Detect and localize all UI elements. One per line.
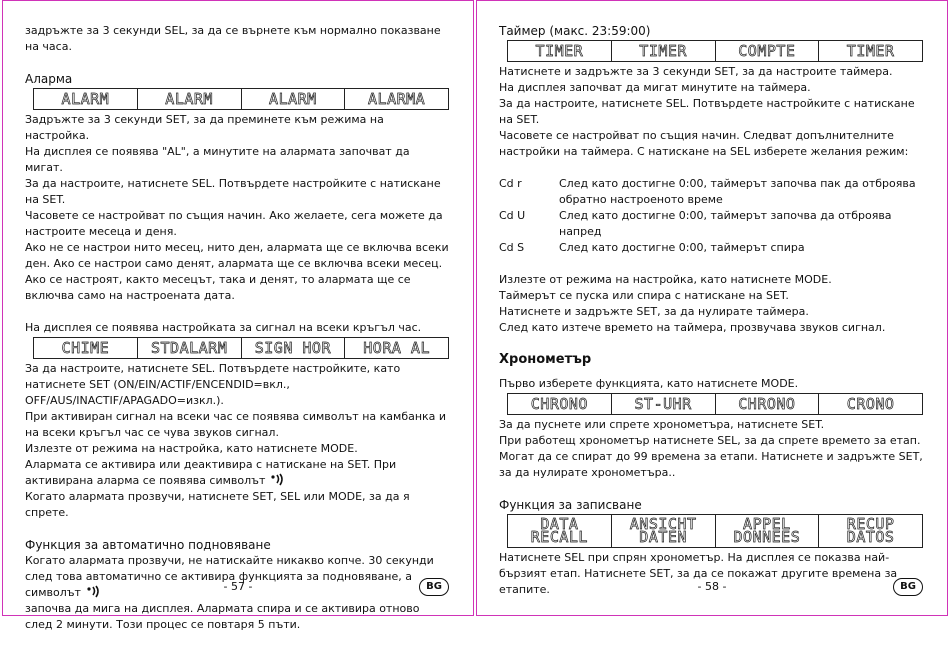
lcd-line: DATEN — [639, 528, 687, 546]
chime-lcd-display — [33, 337, 449, 359]
left-footer — [3, 578, 473, 596]
page-number: - 57 - — [223, 580, 253, 593]
timer-mode-row — [499, 176, 923, 208]
lcd-line: DONNEES — [733, 528, 801, 546]
mode-key: Cd S — [499, 241, 525, 254]
timer-paragraph: След като изтече времето на таймера, прозвучава звуков сигнал. — [499, 321, 886, 334]
alarm-paragraph: Задръжте за 3 секунди SET, за да преминете към режима на настройка. — [25, 113, 384, 142]
lcd-cell: ST-UHR — [612, 394, 716, 414]
chrono-heading: Хронометър — [499, 352, 592, 367]
lcd-cell: CRONO — [846, 394, 895, 413]
lcd-cell: CHRONO — [508, 394, 612, 414]
mode-description: След като достигне 0:00, таймерът започва да отброява напред — [559, 209, 892, 238]
timer-mode-row — [499, 240, 923, 256]
recall-lcd-display — [507, 514, 923, 548]
timer-lcd-display — [507, 40, 923, 62]
lcd-cell: TIMER — [846, 41, 895, 60]
alarm-signal-icon — [269, 473, 285, 489]
recall-heading: Функция за записване — [499, 498, 642, 512]
mode-description: След като достигне 0:00, таймерът спира — [559, 241, 805, 254]
lcd-cell — [819, 515, 922, 547]
language-badge: BG — [893, 578, 923, 596]
chrono-paragraph: За да пуснете или спрете хронометъра, натиснете SET. — [499, 418, 825, 431]
chime-intro: На дисплея се появява настройката за сигнал на всеки кръгъл час. — [25, 321, 422, 334]
language-badge: BG — [419, 578, 449, 596]
alarm-paragraph: Часовете се настройват по същия начин. Ако желаете, сега можете да настроите месеца и деня. — [25, 209, 443, 238]
chime-paragraph: Излезте от режима на настройка, като натиснете MODE. — [25, 442, 358, 455]
lcd-cell: COMPTE — [716, 41, 820, 61]
alarm-lcd-display — [33, 88, 449, 110]
right-page — [476, 0, 948, 616]
alarm-paragraph: Ако не се настрои нито месец, нито ден, алармата ще се включва всеки ден. Ако се настрои само денят, алармата ще се включва всеки месец. Ако се настроят, както месецът, така и денят, то алармата ще се включва само на настроената дата. — [25, 241, 449, 302]
intro-text: задръжте за 3 секунди SEL, за да се върнете към нормално показване на часа. — [25, 24, 441, 53]
mode-key: Cd r — [499, 177, 522, 190]
chime-paragraph: За да настроите, натиснете SEL. Потвърдете настройките, като натиснете SET (ON/EIN/ACTIF/ENCENDID=вкл., OFF/AUS/INACTIF/APAGADO=изкл.). — [25, 362, 401, 407]
lcd-cell: SIGN HOR — [242, 338, 346, 358]
lcd-cell: CHRONO — [716, 394, 820, 414]
chrono-lcd-display — [507, 393, 923, 415]
timer-paragraph: Таймерът се пуска или спира с натискане на SET. — [499, 289, 789, 302]
right-footer — [477, 578, 947, 596]
mode-description: След като достигне 0:00, таймерът започва пак да отброява обратно настроеното време — [559, 177, 916, 206]
lcd-cell — [612, 515, 716, 547]
timer-paragraph: Натиснете и задръжте SET, за да нулирате таймера. — [499, 305, 809, 318]
lcd-cell: HORA AL — [363, 338, 430, 357]
lcd-line: APPEL — [743, 515, 791, 533]
chrono-paragraph: При работещ хронометър натиснете SEL, за да спрете времето за етап. — [499, 434, 921, 447]
snooze-paragraph-text: Когато алармата прозвучи, не натискайте никакво копче. 30 секунди след това автоматично се активира функцията за подновяване, а символът — [25, 554, 434, 599]
lcd-cell: CHIME — [34, 338, 138, 358]
alarm-heading: Аларма — [25, 72, 73, 86]
lcd-cell — [716, 515, 820, 547]
snooze-heading: Функция за автоматично подновяване — [25, 538, 271, 552]
timer-mode-row — [499, 208, 923, 240]
alarm-paragraph: На дисплея се появява "AL", а минутите на алармата започват да мигат. — [25, 145, 410, 174]
timer-paragraph: Натиснете и задръжте за 3 секунди SET, за да настроите таймера. — [499, 65, 893, 78]
lcd-line: DATA — [540, 515, 579, 533]
lcd-cell — [508, 515, 612, 547]
snooze-paragraph: започва да мига на дисплея. Алармата спира и се активира отново след 2 минути. Този процес се повтаря 5 пъти. — [25, 602, 420, 631]
chime-paragraph: При активиран сигнал на всеки час се появява символът на камбанка и на всеки кръгъл час се чува звуков сигнал. — [25, 410, 447, 439]
mode-key: Cd U — [499, 209, 526, 222]
chime-paragraph: Когато алармата прозвучи, натиснете SET, SEL или MODE, за да я спрете. — [25, 490, 410, 519]
timer-paragraph: На дисплея започват да мигат минутите на таймера. — [499, 81, 811, 94]
lcd-line: RECUP — [846, 515, 895, 533]
lcd-cell: ALARM — [242, 89, 346, 109]
lcd-cell: ALARM — [34, 89, 138, 109]
chrono-paragraph: Могат да се спират до 99 времена за етапи. Натиснете и задръжте SET, за да нулирате хронометъра.. — [499, 450, 923, 479]
page-number: - 58 - — [697, 580, 727, 593]
chime-paragraph-text: Алармата се активира или деактивира с натискане на SET. При активирана аларма се появява символът — [25, 458, 397, 487]
lcd-cell: STDALARM — [138, 338, 242, 358]
lcd-cell: TIMER — [612, 41, 716, 61]
timer-paragraph: За да настроите, натиснете SEL. Потвърдете настройките с натискане на SET. — [499, 97, 915, 126]
lcd-cell: TIMER — [508, 41, 612, 61]
chrono-intro: Първо изберете функцията, като натиснете MODE. — [499, 377, 799, 390]
right-content — [499, 23, 923, 598]
timer-paragraph: Часовете се настройват по същия начин. Следват допълнителните настройки на таймера. С натискане на SEL изберете желания режим: — [499, 129, 909, 158]
lcd-line: DATOS — [846, 528, 895, 546]
lcd-cell: ALARM — [138, 89, 242, 109]
left-page — [2, 0, 474, 631]
lcd-cell: ALARMA — [368, 89, 426, 108]
alarm-paragraph: За да настроите, натиснете SEL. Потвърдете настройките с натискане на SET. — [25, 177, 441, 206]
left-content — [25, 23, 449, 633]
recall-paragraph: Натиснете SEL при спрян хронометър. На дисплея се показва най-бързият етап. Натиснете SET, за да се покажат другите времена за етапите. — [499, 551, 898, 596]
chime-paragraph-with-icon — [25, 457, 449, 489]
timer-heading: Таймер (макс. 23:59:00) — [499, 24, 651, 38]
lcd-line: ANSICHT — [629, 515, 697, 533]
timer-paragraph: Излезте от режима на настройка, като натиснете MODE. — [499, 273, 832, 286]
lcd-line: RECALL — [530, 528, 588, 546]
